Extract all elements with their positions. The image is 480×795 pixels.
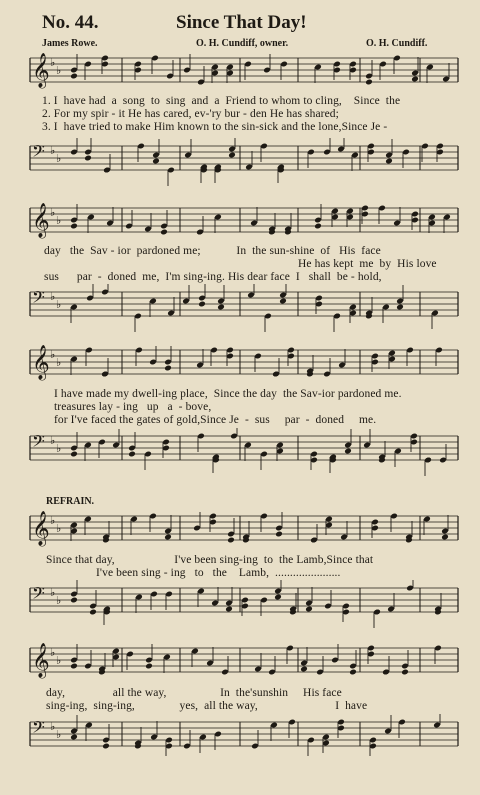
lyric-line: sing-ing, sing-ing, yes, all the way, I have: [46, 700, 368, 712]
bass-staff: [0, 428, 480, 480]
note-head: [411, 76, 419, 83]
flat-icon: ♭: [50, 514, 56, 527]
flat-icon: ♭: [50, 144, 56, 157]
treble-staff: [0, 342, 480, 386]
note-head: [217, 304, 225, 311]
refrain-label: REFRAIN.: [46, 496, 95, 507]
note-head: [70, 597, 78, 604]
lyric-line: sus par - doned me, I'm sing-ing. His dear face I shall be - hold,: [44, 271, 382, 283]
flat-icon: ♭: [56, 298, 62, 311]
lyric-line: day, all the way, In the'sunshin His face: [46, 687, 342, 699]
note-head: [349, 669, 357, 676]
flat-icon: ♭: [50, 348, 56, 361]
treble-staff: [0, 200, 480, 244]
lyric-line: He has kept me by His love: [298, 258, 437, 270]
flat-icon: ♭: [56, 442, 62, 455]
flat-icon: ♭: [50, 586, 56, 599]
flat-icon: ♭: [56, 214, 62, 227]
note-head: [228, 152, 236, 159]
flat-icon: ♭: [56, 728, 62, 741]
bass-staff: [0, 714, 480, 770]
note-head: [279, 298, 287, 305]
note-head: [89, 609, 97, 616]
flat-icon: ♭: [50, 434, 56, 447]
bass-clef-icon: 𝄢: [32, 287, 45, 311]
note-head: [314, 223, 322, 230]
owner-credit: O. H. Cundiff, owner.: [196, 38, 289, 49]
flat-icon: ♭: [50, 720, 56, 733]
note-head: [160, 229, 168, 236]
bass-staff: [0, 138, 480, 190]
flat-icon: ♭: [56, 522, 62, 535]
treble-staff: [0, 640, 480, 684]
note-head: [305, 606, 313, 613]
flat-icon: ♭: [50, 56, 56, 69]
lyric-line: I've been sing - ing to the Lamb, ......................: [96, 567, 341, 579]
note-head: [164, 365, 172, 372]
hymn-title: Since That Day!: [176, 12, 307, 33]
flat-icon: ♭: [50, 646, 56, 659]
note-head: [300, 666, 308, 673]
note-head: [152, 158, 160, 165]
note-head: [70, 451, 78, 458]
note-head: [102, 743, 110, 750]
note-head: [198, 301, 206, 308]
note-head: [401, 669, 409, 676]
note-head: [365, 79, 373, 86]
note-head: [84, 155, 92, 162]
bass-clef-icon: 𝄢: [32, 583, 45, 607]
lyric-line: I have made my dwell-ing place, Since the day the Sav-ior pardoned me.: [54, 388, 402, 400]
lyric-line: 1. I have had a song to sing and a Friend to whom to cling, Since the: [42, 95, 401, 107]
treble-clef-icon: 𝄞: [32, 643, 50, 678]
note-head: [344, 448, 352, 455]
note-head: [275, 531, 283, 538]
note-head: [70, 223, 78, 230]
lyric-line: Since that day, I've been sing-ing to the Lamb,Since that: [46, 554, 374, 566]
flat-icon: ♭: [56, 152, 62, 165]
note-head: [227, 537, 235, 544]
note-head: [225, 606, 233, 613]
lyric-line: treasures lay - ing up a - bove,: [54, 401, 212, 413]
lyric-line: day the Sav - ior pardoned me; In the sun-shine of His face: [44, 245, 381, 257]
lyric-line: 3. I have tried to make Him known to the sin-sick and the lone,Since Je -: [42, 121, 388, 133]
lyric-line: 2. For my spir - it He has cared, ev-'ry bur - den He has shared;: [42, 108, 339, 120]
note-head: [128, 451, 136, 458]
note-head: [145, 663, 153, 670]
note-head: [274, 594, 282, 601]
flat-icon: ♭: [56, 356, 62, 369]
bass-staff: [0, 284, 480, 336]
flat-icon: ♭: [50, 290, 56, 303]
flat-icon: ♭: [56, 64, 62, 77]
bass-clef-icon: 𝄢: [32, 717, 45, 741]
note-head: [385, 158, 393, 165]
note-head: [396, 304, 404, 311]
bass-clef-icon: 𝄢: [32, 141, 45, 165]
note-head: [441, 534, 449, 541]
flat-icon: ♭: [56, 594, 62, 607]
hymn-number: No. 44.: [42, 12, 99, 33]
music-credit: O. H. Cundiff.: [366, 38, 428, 49]
treble-clef-icon: 𝄞: [32, 511, 50, 546]
note-head: [70, 73, 78, 80]
flat-icon: ♭: [50, 206, 56, 219]
note-head: [164, 534, 172, 541]
bass-staff: [0, 580, 480, 632]
treble-clef-icon: 𝄞: [32, 53, 50, 88]
note-head: [70, 663, 78, 670]
flat-icon: ♭: [56, 654, 62, 667]
treble-clef-icon: 𝄞: [32, 203, 50, 238]
treble-staff: [0, 50, 480, 94]
treble-staff: [0, 508, 480, 552]
note-head: [70, 734, 78, 741]
bass-clef-icon: 𝄢: [32, 431, 45, 455]
hymn-header: [0, 0, 480, 52]
treble-clef-icon: 𝄞: [32, 345, 50, 380]
words-credit: James Rowe.: [42, 38, 98, 49]
lyric-line: for I've faced the gates of gold,Since Je - sus par - doned me.: [54, 414, 377, 426]
